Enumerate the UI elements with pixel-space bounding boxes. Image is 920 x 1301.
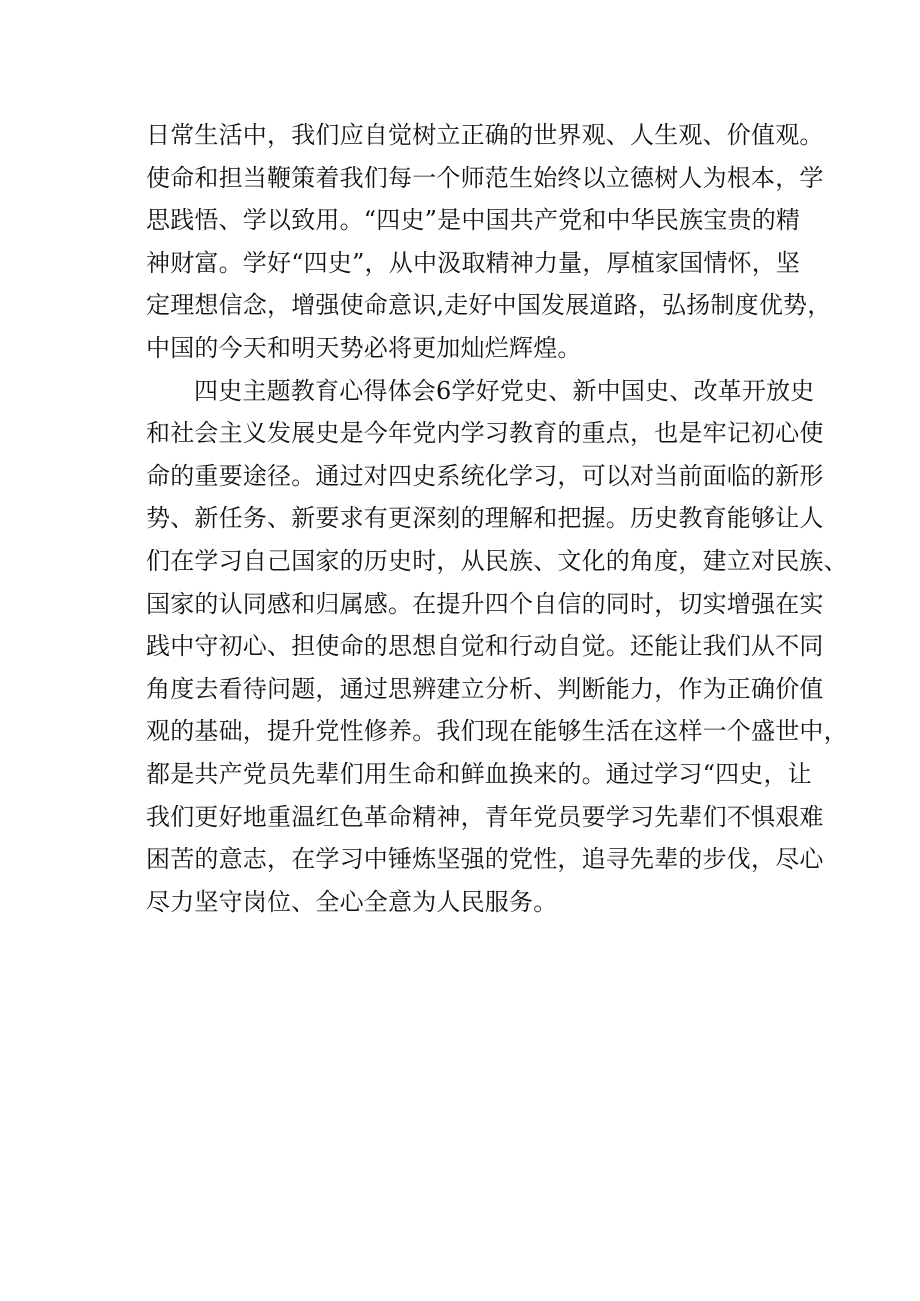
paragraph-line: 困苦的意志，在学习中锤炼坚强的党性，追寻先辈的步伐，尽心	[146, 845, 824, 874]
paragraph-line: 定理想信念，增强使命意识,走好中国发展道路，弘扬制度优势，	[146, 291, 832, 320]
paragraph-line: 四史主题教育心得体会6学好党史、新中国史、改革开放史	[194, 376, 815, 405]
paragraph-line: 观的基础，提升党性修养。我们现在能够生活在这样一个盛世中，	[146, 717, 848, 746]
paragraph-line: 神财富。学好“四史”，从中汲取精神力量，厚植家国情怀，坚	[146, 248, 801, 277]
paragraph-line: 使命和担当鞭策着我们每一个师范生始终以立德树人为根本，学	[146, 163, 824, 192]
paragraph-line: 日常生活中，我们应自觉树立正确的世界观、人生观、价值观。	[146, 121, 824, 149]
paragraph-line: 们在学习自己国家的历史时，从民族、文化的角度，建立对民族、	[146, 546, 848, 575]
paragraph-line: 命的重要途径。通过对四史系统化学习，可以对当前面临的新形	[146, 461, 824, 490]
paragraph-line: 都是共产党员先辈们用生命和鲜血换来的。通过学习“四史，让	[146, 759, 812, 788]
paragraph-line: 中国的今天和明天势必将更加灿烂辉煌。	[146, 333, 582, 362]
document-body	[146, 114, 848, 923]
paragraph-2	[146, 370, 848, 924]
paragraph-line: 国家的认同感和归属感。在提升四个自信的同时，切实增强在实	[146, 589, 824, 618]
paragraph-line: 尽力坚守岗位、全心全意为人民服务。	[146, 887, 558, 916]
paragraph-line: 势、新任务、新要求有更深刻的理解和把握。历史教育能够让人	[146, 504, 824, 533]
paragraph-line: 和社会主义发展史是今年党内学习教育的重点，也是牢记初心使	[146, 419, 824, 448]
paragraph-line: 我们更好地重温红色革命精神，青年党员要学习先辈们不惧艰难	[146, 802, 824, 831]
paragraph-1	[146, 114, 832, 370]
paragraph-line: 角度去看待问题，通过思辨建立分析、判断能力，作为正确价值	[146, 674, 824, 703]
paragraph-line: 践中守初心、担使命的思想自觉和行动自觉。还能让我们从不同	[146, 632, 824, 661]
paragraph-line: 思践悟、学以致用。“四史”是中国共产党和中华民族宝贵的精	[146, 206, 801, 235]
